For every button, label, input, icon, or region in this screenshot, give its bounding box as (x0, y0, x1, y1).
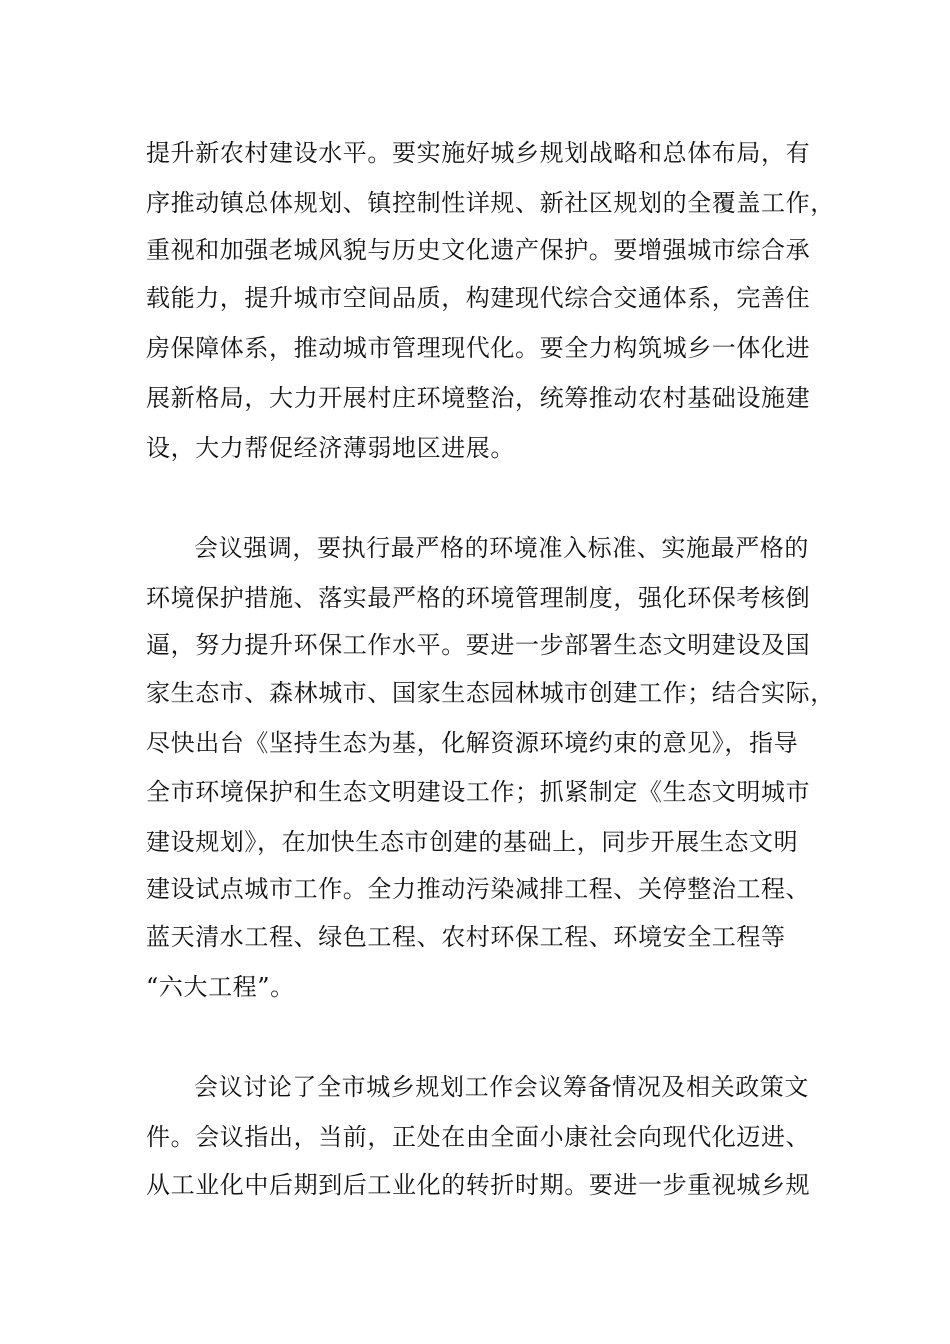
text-line: 设，大力帮促经济薄弱地区进展。 (146, 434, 515, 462)
text-line: 逼，努力提升环保工作水平。要进一步部署生态文明建设及国 (146, 631, 811, 659)
text-line: 提升新农村建设水平。要实施好城乡规划战略和总体布局，有 (146, 139, 811, 167)
text-line: 建设试点城市工作。全力推动污染减排工程、关停整治工程、 (146, 875, 811, 903)
text-line: 会议讨论了全市城乡规划工作会议筹备情况及相关政策文 (194, 1073, 809, 1101)
text-line: 全市环境保护和生态文明建设工作；抓紧制定《生态文明城市 (146, 778, 811, 806)
text-line: 序推动镇总体规划、镇控制性详规、新社区规划的全覆盖工作， (146, 189, 835, 217)
text-line: 重视和加强老城风貌与历史文化遗产保护。要增强城市综合承 (146, 236, 811, 264)
text-line: 尽快出台《坚持生态为基，化解资源环境约束的意见》，指导 (146, 729, 799, 757)
text-line: 会议强调，要执行最严格的环境准入标准、实施最严格的 (194, 534, 809, 562)
text-line: 从工业化中后期到后工业化的转折时期。要进一步重视城乡规 (146, 1171, 811, 1199)
text-line: 展新格局，大力开展村庄环境整治，统筹推动农村基础设施建 (146, 384, 811, 412)
text-line: 载能力，提升城市空间品质，构建现代综合交通体系，完善住 (146, 284, 811, 312)
text-line: 件。会议指出，当前，正处在由全面小康社会向现代化迈进、 (146, 1123, 811, 1151)
text-line: 环境保护措施、落实最严格的环境管理制度，强化环保考核倒 (146, 584, 811, 612)
text-line: 蓝天清水工程、绿色工程、农村环保工程、环境安全工程等 (146, 923, 786, 951)
text-line: 家生态市、森林城市、国家生态园林城市创建工作；结合实际， (146, 679, 835, 707)
text-line: 房保障体系，推动城市管理现代化。要全力构筑城乡一体化进 (146, 334, 811, 362)
text-line: 建设规划》，在加快生态市创建的基础上，同步开展生态文明 (146, 828, 799, 856)
text-line: “六大工程”。 (146, 973, 295, 1001)
